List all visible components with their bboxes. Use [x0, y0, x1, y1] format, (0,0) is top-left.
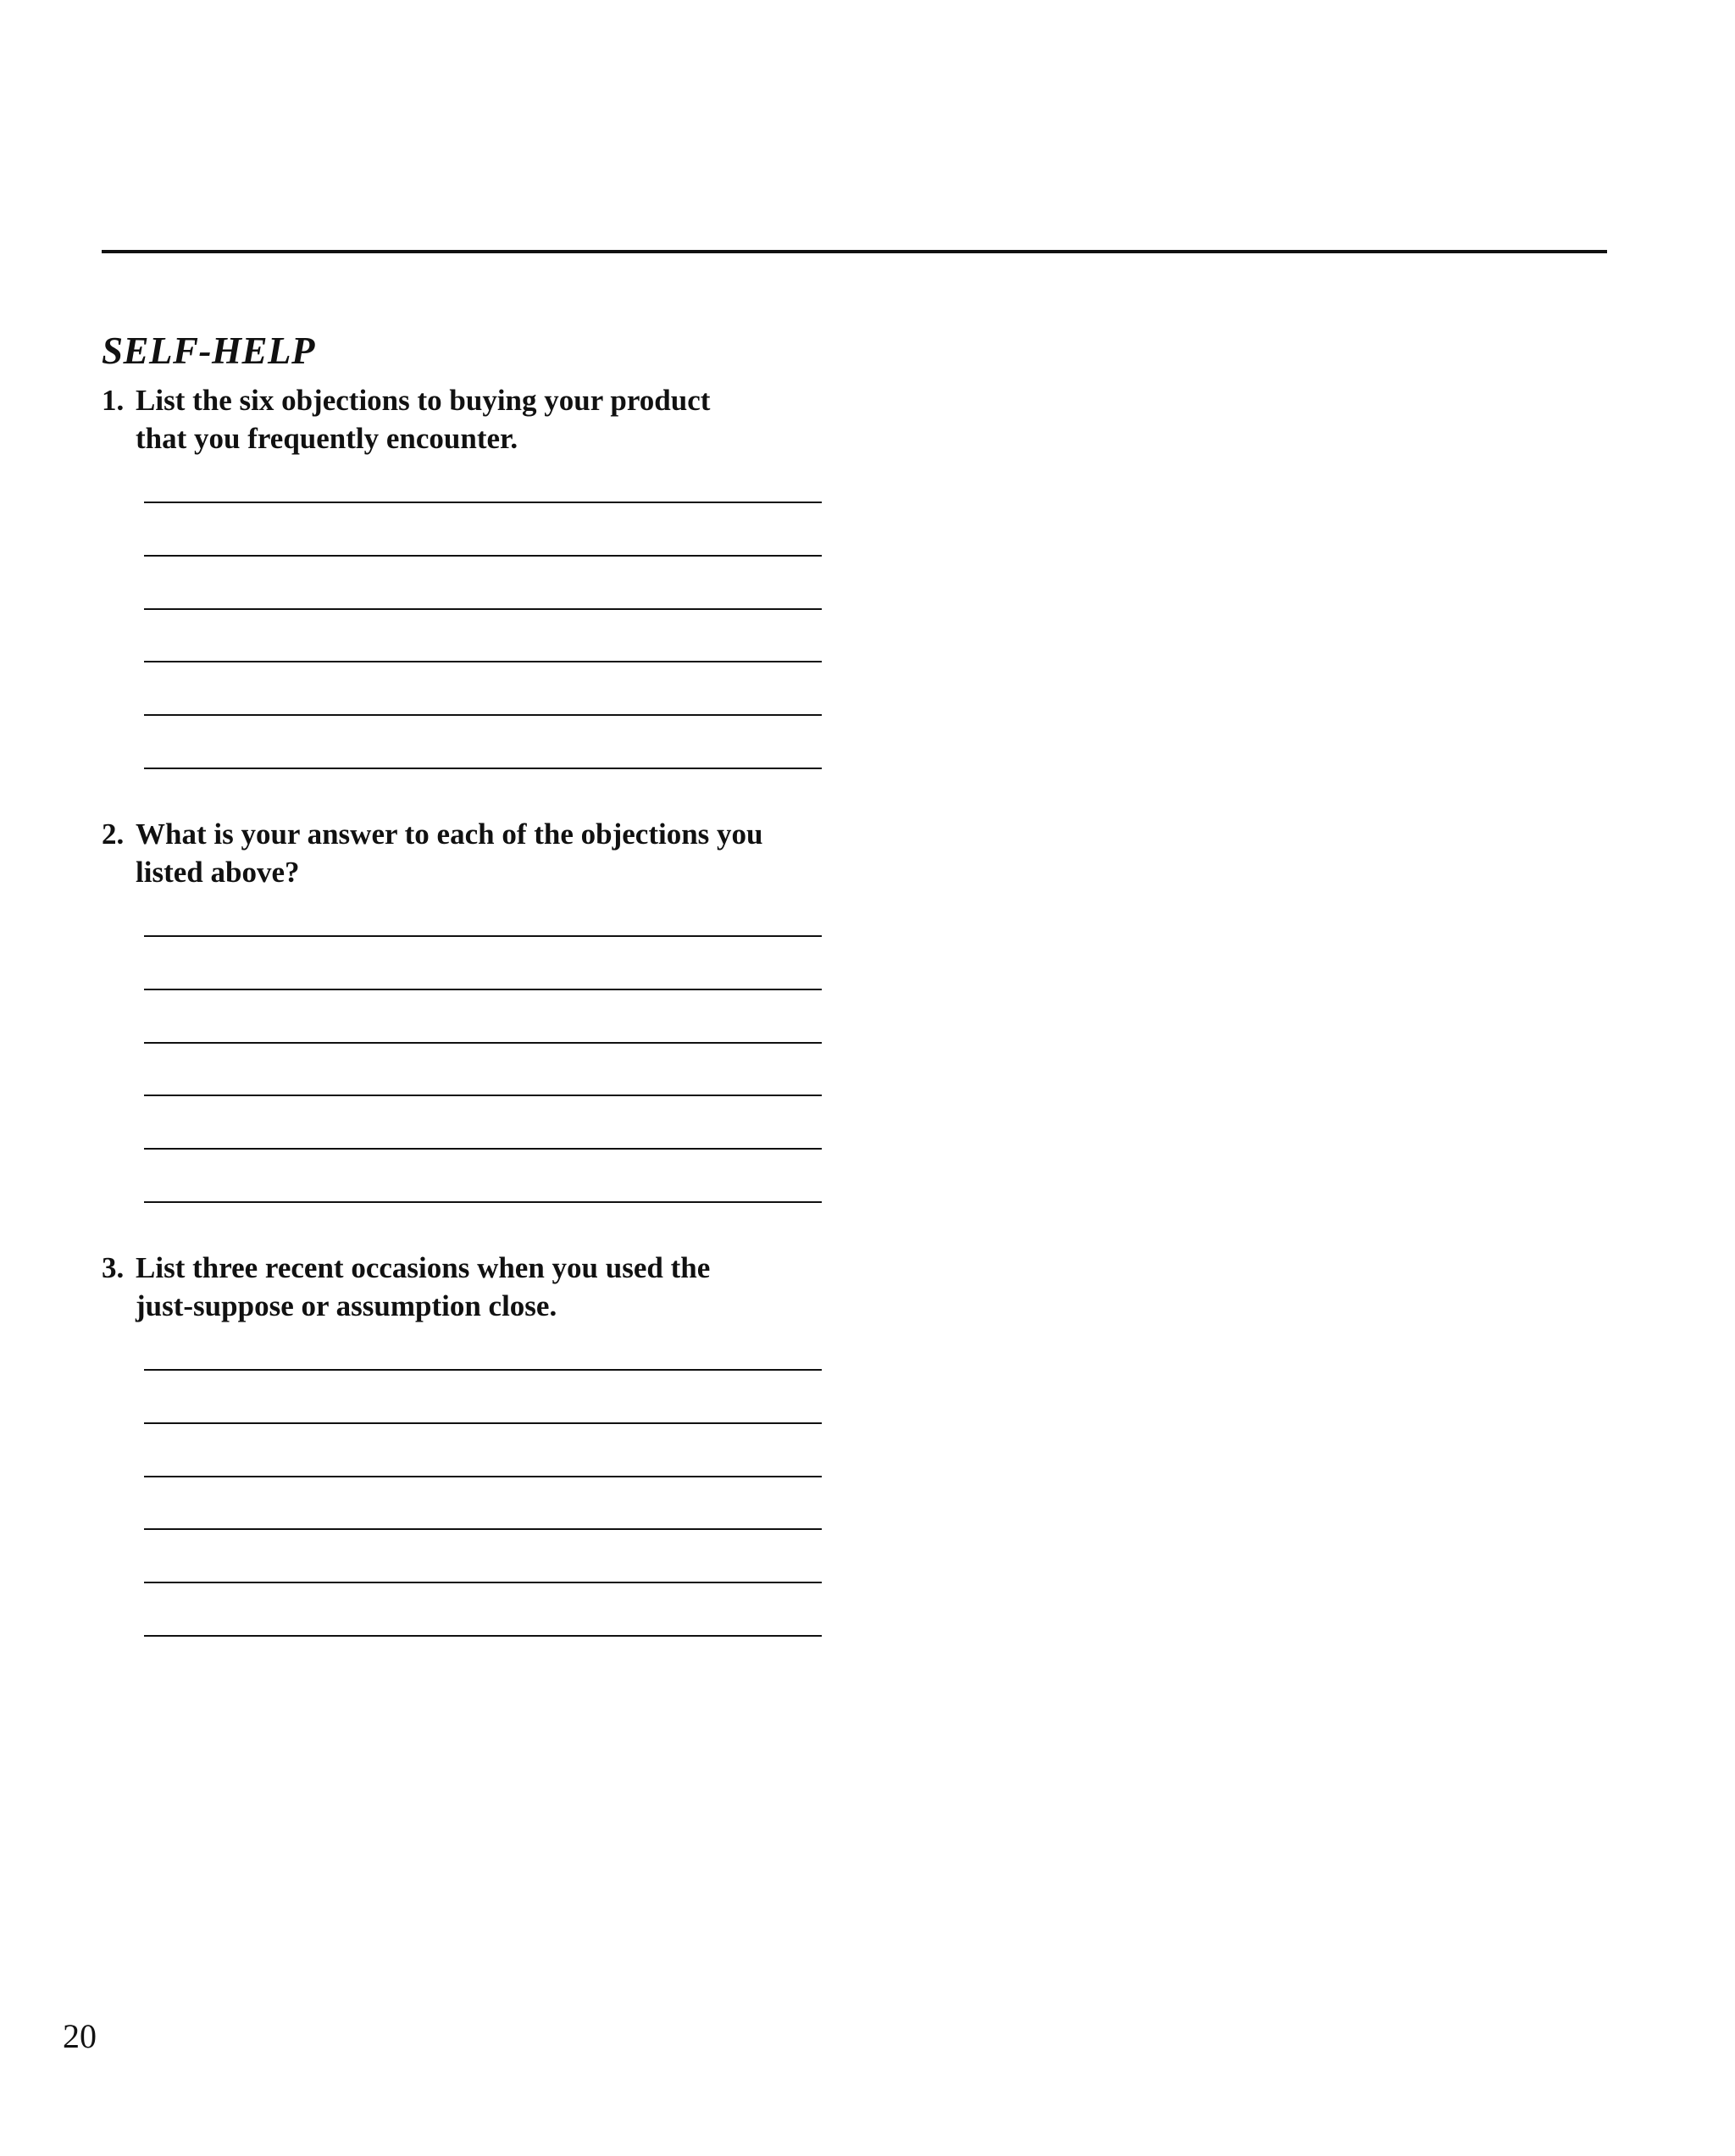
answer-line[interactable] [144, 714, 822, 716]
question-text: just-suppose or assumption close. [136, 1289, 557, 1322]
answer-line[interactable] [144, 555, 822, 557]
answer-line[interactable] [144, 1201, 822, 1203]
answer-line[interactable] [144, 1042, 822, 1044]
answer-line[interactable] [144, 935, 822, 937]
answer-line[interactable] [144, 1095, 822, 1096]
answer-line[interactable] [144, 1369, 822, 1371]
question-text: List the six objections to buying your product [136, 384, 711, 417]
question-number: 3. [102, 1251, 125, 1284]
answer-line[interactable] [144, 661, 822, 662]
question-2 [102, 815, 864, 891]
answer-line[interactable] [144, 502, 822, 503]
answer-line[interactable] [144, 1422, 822, 1424]
answer-line[interactable] [144, 1528, 822, 1530]
question-number: 1. [102, 384, 125, 417]
question-text: listed above? [136, 856, 300, 889]
answer-line[interactable] [144, 1582, 822, 1583]
answer-line[interactable] [144, 989, 822, 990]
question-number: 2. [102, 818, 125, 851]
answer-line[interactable] [144, 1148, 822, 1150]
header-rule [102, 250, 1607, 253]
section-title: SELF-HELP [102, 330, 316, 372]
question-1 [102, 381, 864, 457]
question-text: What is your answer to each of the objections you [136, 818, 763, 851]
question-text: that you frequently encounter. [136, 422, 518, 455]
answer-line[interactable] [144, 1635, 822, 1637]
question-3 [102, 1249, 864, 1325]
question-text: List three recent occasions when you used the [136, 1251, 711, 1284]
answer-line[interactable] [144, 1476, 822, 1477]
answer-line[interactable] [144, 608, 822, 610]
page-number: 20 [63, 2017, 97, 2055]
answer-line[interactable] [144, 768, 822, 769]
